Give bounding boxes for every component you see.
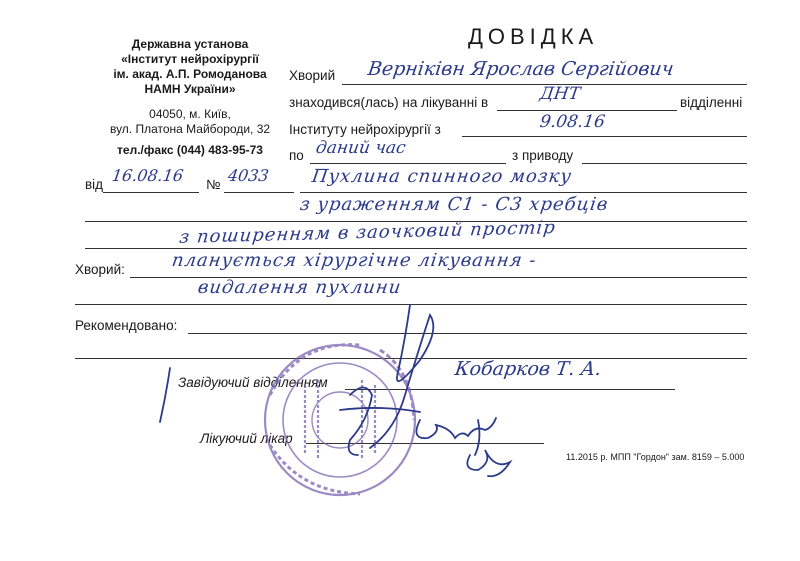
issued-from-label: від [85,177,104,192]
diagnosis-handwritten-2: з ураженням С1 - С3 хребців [298,194,610,215]
document-title: ДОВІДКА [468,24,599,49]
reason-label: з приводу [512,148,574,163]
patient-section-label: Хворий: [75,262,125,277]
diagnosis-handwritten-4: планується хірургічне лікування - [170,250,538,271]
head-name-handwritten: Кобарков Т. А. [453,358,603,380]
org-phone: тел./факс (044) 483-95-73 [117,143,263,157]
ward-label: знаходився(лась) на лікуванні в [289,95,489,110]
patient-label: Хворий [289,68,336,83]
org-line-4: НАМН України» [144,82,236,96]
diagnosis-handwritten-3: з поширенням в заочковий простір [178,217,558,248]
diagnosis-handwritten-5: видалення пухлини [196,277,403,298]
period-label: по [289,148,304,163]
period-handwritten: даний час [314,138,408,158]
head-label: Завідуючий відділенням [178,375,328,390]
doctor-label: Лікуючий лікар [200,431,293,446]
round-stamp [265,345,415,495]
issued-date-handwritten: 16.08.16 [110,166,185,185]
issued-number-label: № [206,177,221,192]
print-footnote: 11.2015 р. МПП "Гордон" зам. 8159 – 5.000 [566,452,745,462]
head-signature [160,305,433,455]
doctor-signature [416,418,510,476]
org-line-2: «Інститут нейрохірургії [121,52,259,66]
org-address-2: вул. Платона Майбороди, 32 [109,122,271,136]
org-line-3: ім. акад. А.П. Ромоданова [113,67,267,81]
ward-handwritten: ДНТ [538,84,582,104]
institute-label: Інституту нейрохірургії з [289,122,441,137]
issued-number-handwritten: 4033 [226,166,271,185]
org-address-1: 04050, м. Київ, [149,107,231,121]
diagnosis-handwritten-1: Пухлина спинного мозку [310,166,574,187]
recommended-label: Рекомендовано: [75,318,178,333]
org-line-1: Державна установа [131,37,249,51]
patient-name-handwritten: Верніківн Ярослав Сергійович [366,58,676,80]
admission-date-handwritten: 9.08.16 [538,112,607,132]
ward-suffix: відділенні [680,95,743,110]
